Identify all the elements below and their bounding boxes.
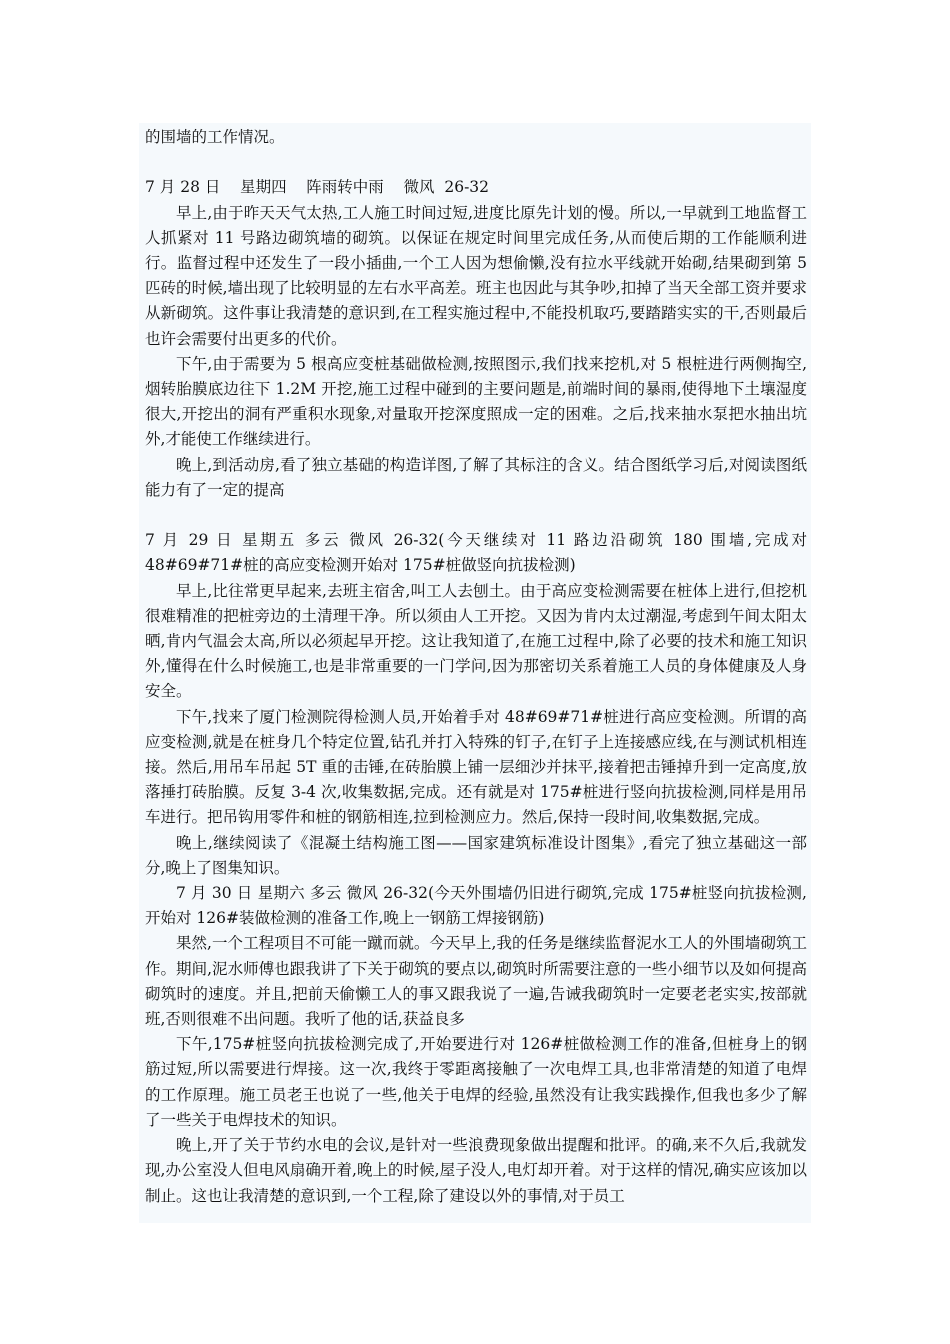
entry-header-july-30: 7 月 30 日 星期六 多云 微风 26-32(今天外围墙仍旧进行砌筑,完成 175#桩竖向抗拔检测,开始对 126#装做检测的准备工作,晚上一钢筋工焊接钢筋) xyxy=(145,884,807,928)
paragraph-july-29-afternoon: 下午,找来了厦门检测院得检测人员,开始着手对 48#69#71#桩进行高应变检测。所谓的高应变检测,就是在桩身几个特定位置,钻孔并打入特殊的钉子,在钉子上连接感应线,在与测试机相连接。然后,用吊车吊起 5T 重的击锤,在砖胎膜上铺一层细沙并抹平,接着把击锤掉升到一定高度,放落捶打砖胎膜。反复 3-4 次,收集数据,完成。还有就是对 175#桩进行竖向抗拔检测,同样是用吊车进行。把吊钩用零件和桩的钢筋相连,拉到检测应力。然后,保持一段时间,收集数据,完成。 xyxy=(145,707,807,827)
paragraph-july-29-morning: 早上,比往常更早起来,去班主宿舍,叫工人去刨土。由于高应变检测需要在桩体上进行,但挖机很难精准的把桩旁边的土清理干净。所以须由人工开挖。又因为肯内太过潮湿,考虑到午间太阳太晒,肯内气温会太高,所以必须起早开挖。这让我知道了,在施工过程中,除了必要的技术和施工知识外,懂得在什么时候施工,也是非常重要的一门学问,因为那密切关系着施工人员的身体健康及人身安全。 xyxy=(145,581,807,701)
paragraph-july-28-morning: 早上,由于昨天天气太热,工人施工时间过短,进度比原先计划的慢。所以,一早就到工地监督工人抓紧对 11 号路边砌筑墙的砌筑。以保证在规定时间里完成任务,从而使后期的工作能顺利进行。监督过程中还发生了一段小插曲,一个工人因为想偷懒,没有拉水平线就开始砌,结果砌到第 5 匹砖的时候,墙出现了比较明显的左右水平高差。班主也因此与其争吵,扣掉了当天全部工资并要求从新砌筑。这件事让我清楚的意识到,在工程实施过程中,不能投机取巧,要踏踏实实的干,否则最后也许会需要付出更多的代价。 xyxy=(145,203,807,348)
document-body xyxy=(145,125,807,1209)
paragraph-july-30-afternoon: 下午,175#桩竖向抗拔检测完成了,开始要进行对 126#桩做检测工作的准备,但桩身上的钢筋过短,所以需要进行焊接。这一次,我终于零距离接触了一次电焊工具,也非常清楚的知道了电焊的工作原理。施工员老王也说了一些,他关于电焊的经验,虽然没有让我实践操作,但我也多少了解了一些关于电焊技术的知识。 xyxy=(145,1035,807,1129)
entry-header-july-29: 7 月 29 日 星期五 多云 微风 26-32(今天继续对 11 路边沿砌筑 180 围墙,完成对 48#69#71#桩的高应变检测开始对 175#桩做竖向抗拔检测) xyxy=(145,531,807,575)
paragraph-july-28-afternoon: 下午,由于需要为 5 根高应变桩基础做检测,按照图示,我们找来挖机,对 5 根桩进行两侧掏空,烟转胎膜底边往下 1.2M 开挖,施工过程中碰到的主要问题是,前端时间的暴雨,使得地下土壤湿度很大,开挖出的洞有严重积水现象,对量取开挖深度照成一定的困难。之后,找来抽水泵把水抽出坑外,才能使工作继续进行。 xyxy=(145,354,807,449)
entry-header-july-28: 7 月 28 日 星期四 阵雨转中雨 微风 26-32 xyxy=(145,178,490,197)
spacer xyxy=(145,150,807,175)
document-page xyxy=(139,123,811,1223)
paragraph-july-29-evening: 晚上,继续阅读了《混凝土结构施工图——国家建筑标准设计图集》,看完了独立基础这一部分,晚上了图集知识。 xyxy=(145,833,807,877)
paragraph-july-30-evening: 晚上,开了关于节约水电的会议,是针对一些浪费现象做出提醒和批评。的确,来不久后,我就发现,办公室没人但电风扇确开着,晚上的时候,屋子没人,电灯却开着。对于这样的情况,确实应该加以制止。这也让我清楚的意识到,一个工程,除了建设以外的事情,对于员工 xyxy=(145,1136,807,1205)
lead-line: 的围墙的工作情况。 xyxy=(145,128,285,146)
spacer xyxy=(145,503,807,528)
paragraph-july-28-evening: 晚上,到活动房,看了独立基础的构造详图,了解了其标注的含义。结合图纸学习后,对阅读图纸能力有了一定的提高 xyxy=(145,455,807,499)
paragraph-july-30-morning: 果然,一个工程项目不可能一蹴而就。今天早上,我的任务是继续监督泥水工人的外围墙砌筑工作。期间,泥水师傅也跟我讲了下关于砌筑的要点以,砌筑时所需要注意的一些小细节以及如何提高砌筑时的速度。并且,把前天偷懒工人的事又跟我说了一遍,告诫我砌筑时一定要老老实实,按部就班,否则很难不出问题。我听了他的话,获益良多 xyxy=(145,934,807,1029)
